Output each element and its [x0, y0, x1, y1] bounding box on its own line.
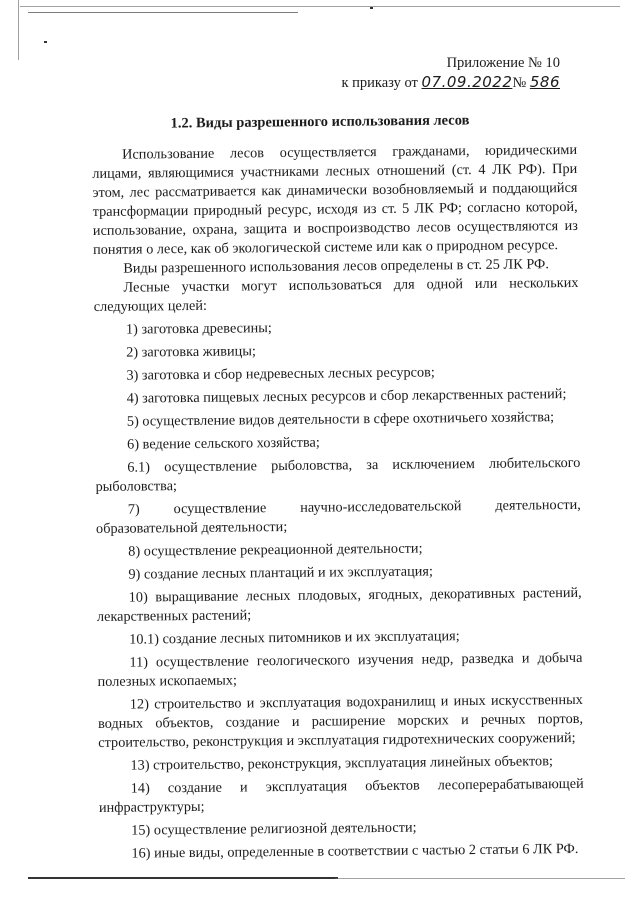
list-item: 5) осуществление видов деятельности в сфере охотничьего хозяйства; [126, 409, 555, 430]
list-item: 13) строительство, реконструкция, эксплуатация линейных объектов; [130, 753, 553, 774]
list-item: 4) заготовка пищевых лесных ресурсов и сбор лекарственных растений; [126, 386, 567, 407]
order-number-sign: № [512, 75, 527, 91]
scan-speck [370, 7, 373, 9]
list-item: 16) иные виды, определенные в соответствии с частью 2 статьи 6 ЛК РФ. [131, 840, 579, 862]
list-item: 9) создание лесных плантаций и их эксплуатация; [128, 563, 434, 583]
scan-edge-bottom-right [335, 878, 625, 879]
intro-paragraph: Использование лесов осуществляется гражданами, юридическими лицами, являющимися участниками лесных отношений (ст. 4 ЛК РФ). При этом, лес рассматривается как динамически возобновляемый и поддающийся трансформации природный ресурс, исходя из ст. 5 ЛК РФ; согласно которой, использование, охрана, защита и воспроизводство лесов осуществляются из понятия о лесе, как об экологической системе или как о природном ресурсе. [92, 141, 578, 258]
order-prefix: к приказу от [341, 75, 418, 91]
section-title: 1.2. Виды разрешенного использования лесов [170, 112, 470, 132]
scan-edge-bottom [28, 877, 338, 879]
list-item: 15) осуществление религиозной деятельности; [131, 819, 417, 839]
appendix-label: Приложение № 10 [446, 55, 560, 71]
order-number-handwritten: 586 [529, 73, 560, 91]
scan-edge-left [18, 0, 19, 60]
list-item: 14) создание и эксплуатация объектов лесоперерабатывающей инфраструктуры; [98, 775, 584, 816]
list-item: 10) выращивание лесных плодовых, ягодных, декоративных растений, лекарственных растений; [96, 584, 582, 625]
scan-edge-top-inner [28, 12, 298, 13]
list-item: 7) осуществление научно-исследовательской деятельности, образовательной деятельности; [95, 496, 581, 537]
list-item: 10.1) создание лесных питомников и их эксплуатация; [129, 628, 460, 648]
list-item: 3) заготовка и сбор недревесных лесных ресурсов; [126, 364, 435, 384]
list-item: 6) ведение сельского хозяйства; [127, 434, 320, 453]
order-date-handwritten: 07.09.2022 [421, 73, 513, 91]
list-item: 11) осуществление геологического изучения недр, разведка и добыча полезных ископаемых; [97, 649, 583, 690]
legal-reference-paragraph: Виды разрешенного использования лесов определены в ст. 25 ЛК РФ. [123, 256, 549, 277]
document-body [92, 141, 584, 864]
list-item: 6.1) осуществление рыболовства, за исключением любительского рыболовства; [95, 454, 581, 495]
appendix-header [341, 54, 560, 93]
scan-speck [44, 41, 47, 43]
purposes-lead-paragraph: Лесные участки могут использоваться для одной или нескольких следующих целей: [93, 274, 579, 315]
scan-edge-top [20, 6, 620, 7]
list-item: 12) строительство и эксплуатация водохранилищ и иных искусственных водных объектов, создание и расширение морских и речных портов, строительство, реконструкция и эксплуатация гидротехнических сооружений; [97, 691, 584, 751]
list-item: 2) заготовка живицы; [126, 343, 256, 361]
list-item: 1) заготовка древесины; [125, 320, 272, 338]
list-item: 8) осуществление рекреационной деятельности; [128, 540, 423, 560]
order-reference [341, 73, 560, 93]
